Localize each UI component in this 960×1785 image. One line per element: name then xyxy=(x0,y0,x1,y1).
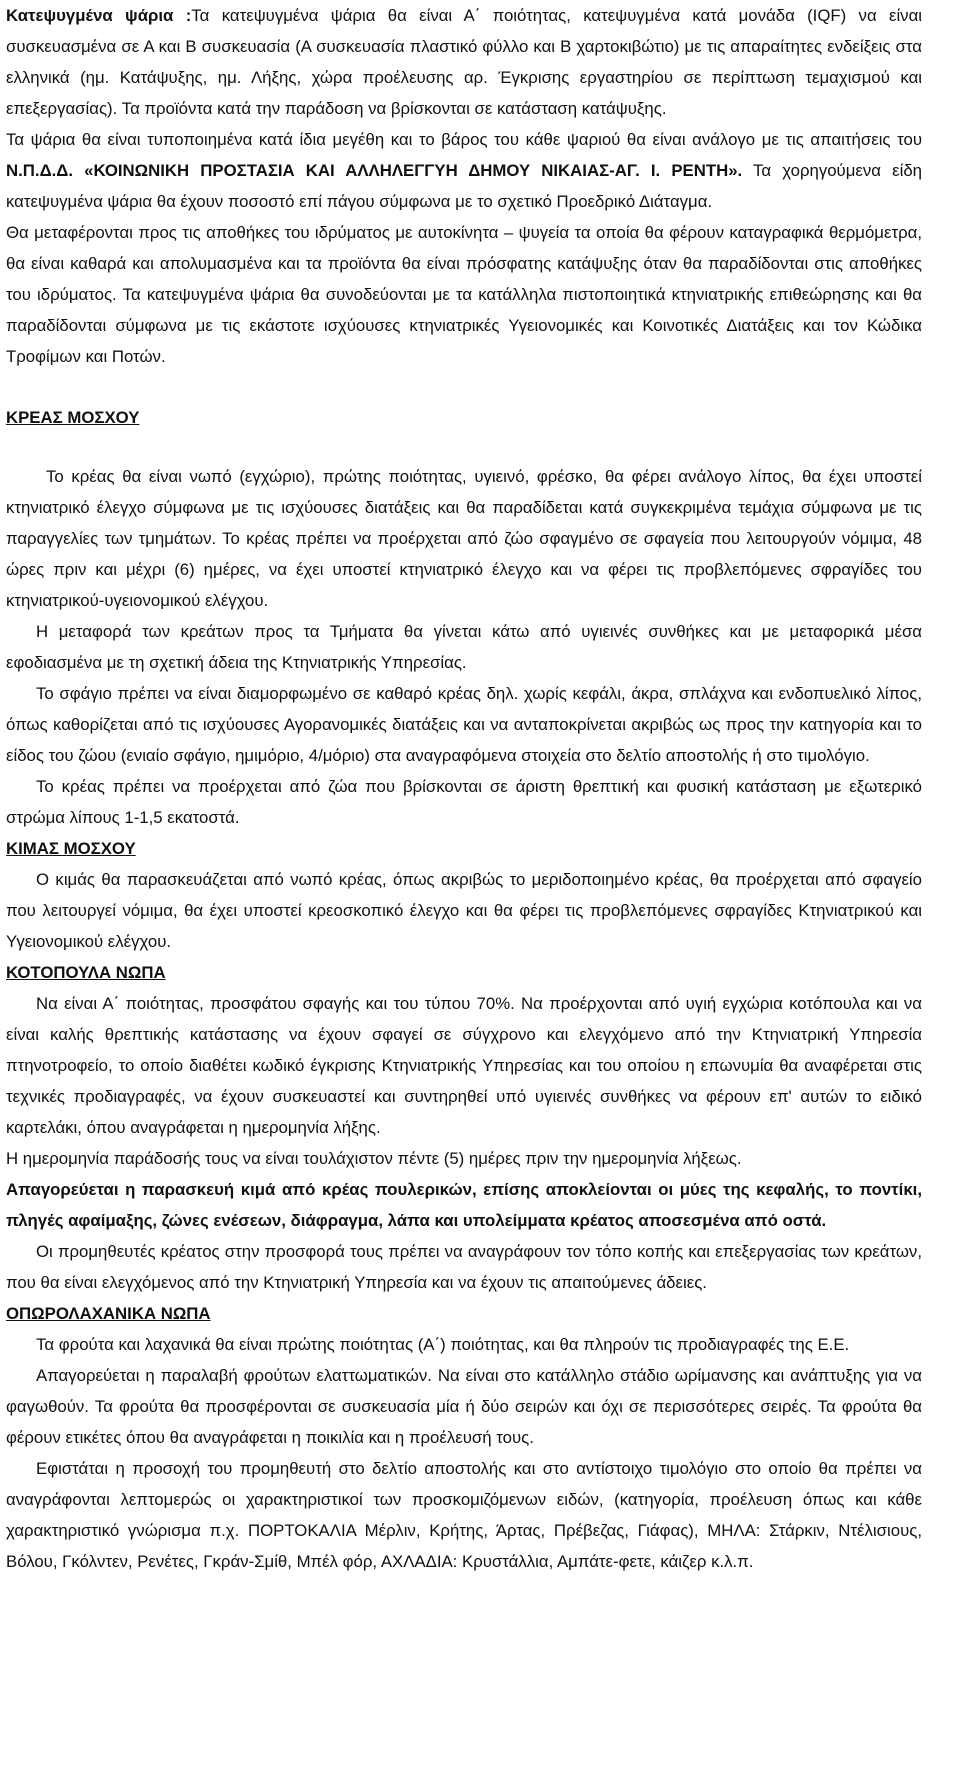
chicken-heading: ΚΟΤΟΠΟΥΛΑ ΝΩΠΑ xyxy=(6,963,166,982)
minced-heading: ΚΙΜΑΣ ΜΟΣΧΟΥ xyxy=(6,839,136,858)
veal-paragraph-3: Το σφάγιο πρέπει να είναι διαμορφωμένο σε καθαρό κρέας δηλ. χωρίς κεφάλι, άκρα, σπλάχνα και ενδοπυελικό λίπος, όπως καθορίζεται από τις ισχύουσες Αγορανομικές διατάξεις και να ανταποκρίνεται ακριβώς ως προς την κατηγορία και το είδος του ζώου (ενιαίο σφάγιο, ημιμόριο, 4/μόριο) στα αναγραφόμενα στοιχεία στο δελτίο αποστολής ή στο τιμολόγιο. xyxy=(6,684,922,765)
fish-text-2a: Τα ψάρια θα είναι τυποποιημένα κατά ίδια μεγέθη και το βάρος του κάθε ψαριού θα είναι ανάλογο με τις απαιτήσεις του xyxy=(6,130,922,149)
fish-text-2c: Τα χορηγούμενα είδη κατεψυγμένα ψάρια θα έχουν ποσοστό επί πάγου σύμφωνα με το σχετικό Προεδρικό Διάταγμα. xyxy=(6,161,922,211)
produce-heading: ΟΠΩΡΟΛΑΧΑΝΙΚΑ ΝΩΠΑ xyxy=(6,1304,211,1323)
veal-heading: ΚΡΕΑΣ ΜΟΣΧΟΥ xyxy=(6,408,140,427)
veal-paragraph-1: Το κρέας θα είναι νωπό (εγχώριο), πρώτης ποιότητας, υγιεινό, φρέσκο, θα φέρει ανάλογο λίπος, θα έχει υποστεί κτηνιατρικό έλεγχο σύμφωνα με τις ισχύουσες διατάξεις και θα παραδίδεται κατά συγκεκριμένα τεμάχια σύμφωνα με τις παραγγελίες των τμημάτων. Το κρέας πρέπει να προέρχεται από ζώο σφαγμένο σε σφαγεία που λειτουργούν νόμιμα, 48 ώρες πριν και μέχρι (6) ημέρες, να έχει υποστεί κτηνιατρικό έλεγχο και να φέρει τις προβλεπόμενες σφραγίδες του κτηνιατρικού-υγειονομικού ελέγχου. xyxy=(6,467,922,610)
fish-organization-name: Ν.Π.Δ.Δ. «ΚΟΙΝΩΝΙΚΗ ΠΡΟΣΤΑΣΙΑ ΚΑΙ ΑΛΛΗΛΕΓΓΥΗ ΔΗΜΟΥ ΝΙΚΑΙΑΣ-ΑΓ. Ι. ΡΕΝΤΗ». xyxy=(6,161,743,180)
chicken-paragraph-3: Απαγορεύεται η παρασκευή κιμά από κρέας πουλερικών, επίσης αποκλείονται οι μύες της κεφαλής, το ποντίκι, πληγές αφαίμαξης, ζώνες ενέσεων, διάφραγμα, λάπα και υπολείμματα κρέατος αποσεσμένα από οστά. xyxy=(6,1180,922,1230)
produce-paragraph-3: Εφιστάται η προσοχή του προμηθευτή στο δελτίο αποστολής και στο αντίστοιχο τιμολόγιο στο οποίο θα πρέπει να αναγράφονται λεπτομερώς οι χαρακτηριστικοί των προσκομιζόμενων ειδών, (κατηγορία, προέλευση όπως και κάθε χαρακτηριστικό γνώρισμα π.χ. ΠΟΡΤΟΚΑΛΙΑ Μέρλιν, Κρήτης, Άρτας, Πρέβεζας, Γιάφας), ΜΗΛΑ: Στάρκιν, Ντέλισιους, Βόλου, Γκόλντεν, Ρενέτες, Γκράν-Σμίθ, Μπέλ φόρ, ΑΧΛΑΔΙΑ: Κρυστάλλια, Αμπάτε-φετε, κάιζερ κ.λ.π. xyxy=(6,1459,922,1571)
veal-paragraph-4: Το κρέας πρέπει να προέρχεται από ζώα που βρίσκονται σε άριστη θρεπτική και φυσική κατάσταση με εξωτερικό στρώμα λίπους 1-1,5 εκατοστά. xyxy=(6,777,922,827)
fish-paragraph-1 xyxy=(6,0,922,124)
veal-paragraph-2: Η μεταφορά των κρεάτων προς τα Τμήματα θα γίνεται κάτω από υγιεινές συνθήκες και με μεταφορικά μέσα εφοδιασμένα με τη σχετική άδεια της Κτηνιατρικής Υπηρεσίας. xyxy=(6,622,922,672)
chicken-paragraph-4: Οι προμηθευτές κρέατος στην προσφορά τους πρέπει να αναγράφουν τον τόπο κοπής και επεξεργασίας των κρεάτων, που θα είναι ελεγχόμενος από την Κτηνιατρική Υπηρεσία και να έχουν τις απαιτούμενες άδειες. xyxy=(6,1242,922,1292)
fish-paragraph-2 xyxy=(6,124,922,217)
fish-paragraph-3: Θα μεταφέρονται προς τις αποθήκες του ιδρύματος με αυτοκίνητα – ψυγεία τα οποία θα φέρουν καταγραφικά θερμόμετρα, θα είναι καθαρά και απολυμασμένα και τα προϊόντα θα είναι πρόσφατης κατάψυξης όταν θα παραδίδονται στις αποθήκες του ιδρύματος. Τα κατεψυγμένα ψάρια θα συνοδεύονται με τα κατάλληλα πιστοποιητικά κτηνιατρικής επιθεώρησης και θα παραδίδονται σύμφωνα με τις εκάστοτε ισχύουσες κτηνιατρικές Υγειονομικές και Κοινοτικές Διατάξεις και τον Κώδικα Τροφίμων και Ποτών. xyxy=(6,223,922,366)
chicken-paragraph-2: Η ημερομηνία παράδοσής τους να είναι τουλάχιστον πέντε (5) ημέρες πριν την ημερομηνία λήξεως. xyxy=(6,1149,742,1168)
document-page xyxy=(6,0,922,1577)
produce-paragraph-2: Απαγορεύεται η παραλαβή φρούτων ελαττωματικών. Να είναι στο κατάλληλο στάδιο ωρίμανσης και ανάπτυξης για να φαγωθούν. Τα φρούτα θα προσφέρονται σε συσκευασία μία ή δύο σειρών και όχι σε περισσότερες σειρές. Τα φρούτα θα φέρουν ετικέτες όπου θα αναγράφεται η ποικιλία και η προέλευσή τους. xyxy=(6,1366,922,1447)
produce-paragraph-1: Τα φρούτα και λαχανικά θα είναι πρώτης ποιότητας (Α΄) ποιότητας, και θα πληρούν τις προδιαγραφές της Ε.Ε. xyxy=(36,1335,850,1354)
fish-title: Κατεψυγμένα ψάρια : xyxy=(6,6,192,25)
fish-text-1: Τα κατεψυγμένα ψάρια θα είναι Α΄ ποιότητας, κατεψυγμένα κατά μονάδα (IQF) να είναι συσκευασμένα σε Α και Β συσκευασία (Α συσκευασία πλαστικό φύλλο και Β χαρτοκιβώτιο) με τις απαραίτητες ενδείξεις στα ελληνικά (ημ. Κατάψυξης, ημ. Λήξης, χώρα προέλευσης αρ. Έγκρισης εργαστηρίου σε περίπτωση τεμαχισμού και επεξεργασίας). Τα προϊόντα κατά την παράδοση να βρίσκονται σε κατάσταση κατάψυξης. xyxy=(6,6,922,118)
minced-paragraph-1: Ο κιμάς θα παρασκευάζεται από νωπό κρέας, όπως ακριβώς το μεριδοποιημένο κρέας, θα προέρχεται από σφαγείο που λειτουργεί νόμιμα, θα έχει υποστεί κρεοσκοπικό έλεγχο και θα φέρει τις προβλεπόμενες σφραγίδες Κτηνιατρικού και Υγειονομικού ελέγχου. xyxy=(6,870,922,951)
chicken-paragraph-1: Να είναι Α΄ ποιότητας, προσφάτου σφαγής και του τύπου 70%. Να προέρχονται από υγιή εγχώρια κοτόπουλα και να είναι καλής θρεπτικής κατάστασης να έχουν σφαγεί σε σύγχρονο και ελεγχόμενο από την Κτηνιατρική Υπηρεσία πτηνοτροφείο, το οποίο διαθέτει κωδικό έγκρισης Κτηνιατρικής Υπηρεσίας και του οποίου η επωνυμία θα αναφέρεται στις τεχνικές προδιαγραφές, να έχουν συσκευαστεί και συντηρηθεί υπό υγιεινές συνθήκες να φέρουν επ' αυτών το ειδικό καρτελάκι, όπου αναγράφεται η ημερομηνία λήξης. xyxy=(6,994,922,1137)
